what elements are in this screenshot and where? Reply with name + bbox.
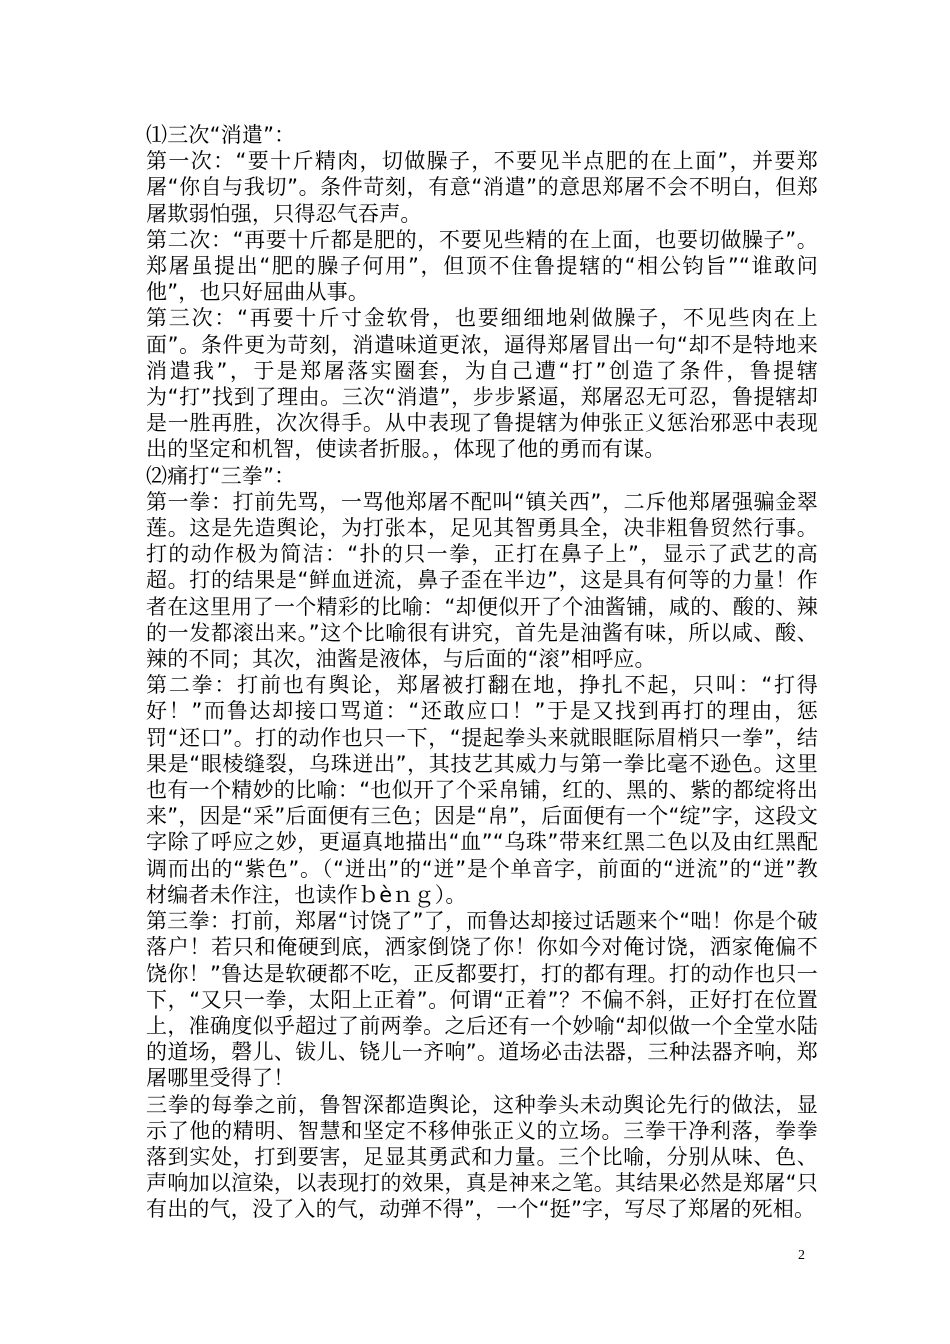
section-heading-1: ⑴三次“消遣”： — [146, 123, 296, 147]
page-number: 2 — [798, 1248, 805, 1263]
paragraph-summary: 三拳的每拳之前，鲁智深都造舆论，这种拳头未动舆论先行的做法，显示了他的精明、智慧和坚定不移伸张正义的立场。三拳干净利落，拳拳落到实处，打到要害，足显其勇武和力量。三个比喻，分别从味、色、声响加以渲染，以表现打的效果，真是神来之笔。其结果必然是郑屠“只有出的气，没了入的气，动弹不得”，一个“挺”字，写尽了郑屠的死相。 — [146, 1092, 818, 1222]
document-body — [146, 122, 818, 1223]
paragraph-second-time: 第二次：“再要十斤都是肥的，不要见些精的在上面，也要切做臊子”。郑屠虽提出“肥的臊子何用”，但顶不住鲁提辖的“相公钧旨”“谁敢问他”，也只好屈曲从事。 — [146, 227, 818, 305]
section-heading-2: ⑵痛打“三拳”： — [146, 463, 296, 488]
paragraph-first-punch: 第一拳：打前先骂，一骂他郑屠不配叫“镇关西”，二斥他郑屠强骗金翠莲。这是先造舆论，为打张本，足见其智勇具全，决非粗鲁贸然行事。打的动作极为简洁：“扑的只一拳，正打在鼻子上”，显示了武艺的高超。打的结果是“鲜血迸流，鼻子歪在半边”，这是具有何等的力量！作者在这里用了一个精彩的比喻：“却便似开了个油酱铺，咸的、酸的、辣的一发都滚出来。”这个比喻很有讲究，首先是油酱有味，所以咸、酸、辣的不同；其次，油酱是液体，与后面的“滚”相呼应。 — [146, 489, 818, 672]
paragraph-first-time: 第一次：“要十斤精肉，切做臊子，不要见半点肥的在上面”，并要郑屠“你自与我切”。条件苛刻，有意“消遣”的意思郑屠不会不明白，但郑屠欺弱怕强，只得忍气吞声。 — [146, 149, 818, 226]
paragraph-third-punch: 第三拳：打前，郑屠“讨饶了”了，而鲁达却接过话题来个“咄！你是个破落户！若只和俺硬到底，洒家倒饶了你！你如今对俺讨饶，洒家俺偏不饶你！”鲁达是软硬都不吃，正反都要打，打的都有理。打的动作也只一下，“又只一拳，太阳上正着”。何谓“正着”？不偏不斜，正好打在位置上，准确度似乎超过了前两拳。之后还有一个妙喻“却似做一个全堂水陆的道场，磬儿、钹儿、铙儿一齐响”。道场必击法器，三种法器齐响，郑屠哪里受得了！ — [146, 909, 818, 1091]
paragraph-second-punch: 第二拳：打前也有舆论，郑屠被打翻在地，挣扎不起，只叫：“打得好！”而鲁达却接口骂道：“还敢应口！”于是又找到再打的理由，惩罚“还口”。打的动作也只一下，“提起拳头来就眼眶际眉梢只一拳”，结果是“眼棱缝裂，乌珠迸出”，其技艺其威力与第一拳比毫不逊色。这里也有一个精妙的比喻：“也似开了个采帛铺，红的、黑的、紫的都绽将出来”，因是“采”后面便有三色；因是“帛”，后面便有一个“绽”字，这段文字除了呼应之妙，更逼真地描出“血”“乌珠”带来红黑二色以及由红黑配调而出的“紫色”。（“迸出”的“迸”是个单音字，前面的“迸流”的“迸”教材编者未作注，也读作ｂèｎｇ）。 — [146, 673, 818, 907]
paragraph-third-time: 第三次：“再要十斤寸金软骨，也要细细地剁做臊子，不见些肉在上面”。条件更为苛刻，消遣味道更浓，逼得郑屠冒出一句“却不是特地来消遣我”，于是郑屠落实圈套，为自己遭“打”创造了条件，鲁提辖为“打”找到了理由。三次“消遣”，步步紧逼，郑屠忍无可忍，鲁提辖却是一胜再胜，次次得手。从中表现了鲁提辖为伸张正义惩治邪恶中表现出的坚定和机智，使读者折服。，体现了他的勇而有谋。 — [146, 306, 818, 462]
